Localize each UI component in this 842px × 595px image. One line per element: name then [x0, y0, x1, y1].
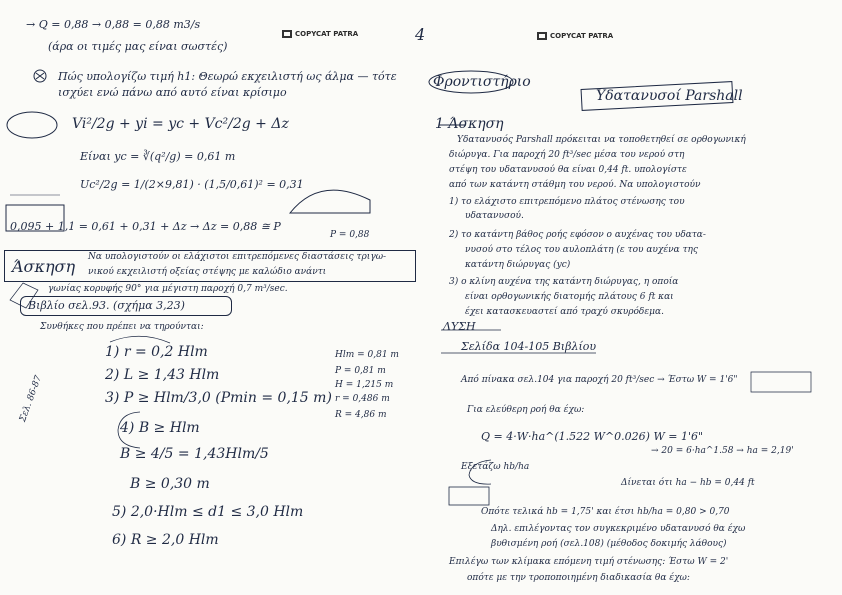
- result-value: P = 0,81 m: [335, 366, 386, 376]
- exercise-text: Να υπολογιστούν οι ελάχιστοι επιτρεπόμενες διαστάσεις τριγω-: [88, 252, 387, 262]
- right-notebook-page: [415, 0, 842, 595]
- condition-item: 2) L ≥ 1,43 Hlm: [105, 367, 220, 383]
- condition-item: 5) 2,0·Hlm ≤ d1 ≤ 3,0 Hlm: [112, 504, 304, 520]
- solution-line: Δίνεται ότι ha − hb = 0,44 ft: [621, 478, 755, 488]
- book-reference: Σελίδα 104-105 Βιβλίου: [461, 340, 597, 353]
- header-label: Φροντιστήριο: [433, 74, 531, 90]
- problem-text: 3) ο κλίνη αυχένα της κατάντη διώρυγας, η οποία: [449, 277, 679, 287]
- result-value: R = 4,86 m: [335, 410, 387, 420]
- problem-text: υδατανυσού.: [465, 211, 524, 221]
- note-line: ισχύει ενώ πάνω από αυτό είναι κρίσιμο: [58, 86, 287, 99]
- condition-item: 3) P ≥ Hlm/3,0 (Pmin = 0,15 m): [105, 390, 332, 406]
- solution-line: οπότε με την τροποποιημένη διαδικασία θα έχω:: [467, 573, 690, 583]
- solution-line: Δηλ. επιλέγοντας τον συγκεκριμένο υδατανυσό θα έχω: [491, 524, 746, 534]
- problem-text: νυσού στο τέλος του αυλοπλάτη (ε του αυχένα της: [465, 245, 698, 255]
- result-value: r = 0,486 m: [335, 394, 390, 404]
- solution-line: Επιλέγω των κλίμακα επόμενη τιμή στένωσης: Έστω W = 2': [449, 557, 729, 567]
- problem-text: διώρυγα. Για παροχή 20 ft³/sec μέσα του νερού στη: [449, 150, 685, 160]
- exercise-text: γωνίας κορυφής 90° για μέγιστη παροχή 0,7 m³/sec.: [48, 284, 288, 294]
- result-value: H = 1,215 m: [335, 380, 394, 390]
- solution-heading: ΛΥΣΗ: [443, 320, 476, 333]
- note-line: (άρα οι τιμές μας είναι σωστές): [48, 40, 228, 53]
- p-result: P = 0,88: [330, 230, 370, 240]
- copycat-watermark: COPYCAT PATRA: [282, 30, 358, 38]
- book-reference: Βιβλίο σελ.93. (σχήμα 3,23): [28, 299, 185, 312]
- problem-text: Υδατανυσός Parshall πρόκειται να τοποθετηθεί σε ορθογωνική: [457, 135, 746, 145]
- exercise-text: νικού εκχειλιστή οξείας στέψης με καλώδιο ανάντι: [88, 267, 327, 277]
- solution-line: Από πίνακα σελ.104 για παροχή 20 ft³/sec → Έστω W = 1'6": [461, 375, 738, 385]
- problem-text: έχει κατασκευαστεί από τραχύ σκυρόδεμα.: [465, 307, 664, 317]
- note-line: → Q = 0,88 → 0,88 = 0,88 m3/s: [26, 18, 201, 31]
- problem-text: κατάντη διώρυγας (yc): [465, 260, 571, 270]
- discharge-equation: Q = 4·W·ha^(1.522 W^0.026) W = 1'6": [481, 430, 704, 443]
- page-title: Υδατανυσοί Parshall: [596, 88, 743, 104]
- energy-equation: Vi²/2g + yi = yc + Vc²/2g + Δz: [72, 116, 289, 132]
- velocity-head-equation: Uc²/2g = 1/(2×9,81) · (1,5/0,61)² = 0,31: [80, 178, 304, 191]
- page-number: 4: [415, 25, 426, 44]
- problem-text: 2) το κατάντη βάθος ροής εφόσον ο αυχένας του υδατα-: [449, 230, 706, 240]
- conditions-heading: Συνθήκες που πρέπει να τηρούνται:: [40, 322, 204, 332]
- solution-line: Για ελεύθερη ροή θα έχω:: [467, 405, 585, 415]
- note-line: Πώς υπολογίζω τιμή h1: Θεωρώ εκχειλιστή ως άλμα — τότε: [58, 70, 397, 83]
- result-value: Hlm = 0,81 m: [335, 350, 399, 360]
- problem-text: από των κατάντη στάθμη του νερού. Να υπολογιστούν: [449, 180, 701, 190]
- condition-item: 6) R ≥ 2,0 Hlm: [112, 532, 219, 548]
- problem-text: στέψη του υδατανυσού θα είναι 0,44 ft. υπολογίστε: [449, 165, 687, 175]
- solution-line: Οπότε τελικά hb = 1,75' και έτσι hb/ha = 0,80 > 0,70: [481, 507, 730, 517]
- solution-line: βυθισμένη ροή (σελ.108) (μέθοδος δοκιμής λάθους): [491, 539, 727, 549]
- discharge-result: → 20 = 6·ha^1.58 → ha = 2,19': [651, 446, 794, 456]
- page-reference: Σελ. 86-87: [18, 374, 45, 424]
- copycat-watermark: COPYCAT PATRA: [537, 32, 613, 40]
- exercise-label: Άσκηση: [12, 257, 76, 276]
- condition-item: 4) B ≥ Hlm: [120, 420, 200, 436]
- problem-text: 1) το ελάχιστο επιτρεπόμενο πλάτος στένωσης του: [449, 197, 685, 207]
- condition-item: 1) r = 0,2 Hlm: [105, 344, 208, 360]
- exercise-label: 1 Άσκηση: [435, 116, 504, 132]
- dz-equation: 0,095 + 1,1 = 0,61 + 0,31 + Δz → Δz = 0,88 ≅ P: [10, 220, 281, 233]
- problem-text: είναι ορθογωνικής διατομής πλάτους 6 ft και: [465, 292, 674, 302]
- solution-line: Εξετάζω hb/ha: [461, 462, 530, 472]
- condition-item: B ≥ 4/5 = 1,43Hlm/5: [120, 446, 269, 462]
- condition-item: B ≥ 0,30 m: [130, 476, 210, 492]
- yc-equation: Είναι yc = ∛(q²/g) = 0,61 m: [80, 150, 236, 163]
